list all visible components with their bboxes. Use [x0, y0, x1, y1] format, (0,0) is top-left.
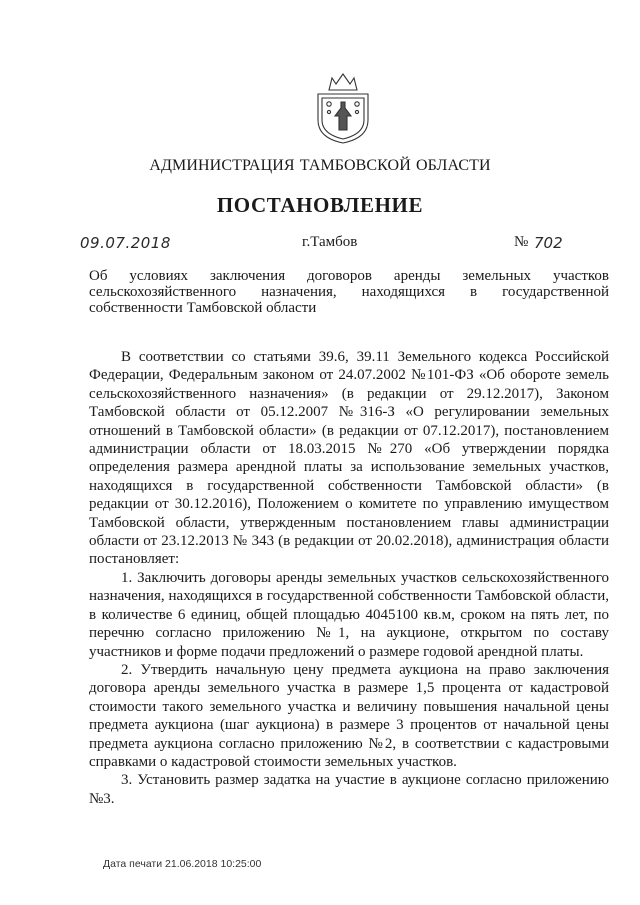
document-number: 702: [534, 234, 563, 252]
document-type-title: ПОСТАНОВЛЕНИЕ: [216, 193, 424, 217]
document-date: 09.07.2018: [80, 234, 171, 252]
print-date-footer: Дата печати 21.06.2018 10:25:00: [103, 858, 262, 870]
coat-of-arms-emblem: [315, 68, 371, 144]
document-body: [89, 348, 609, 808]
clause-1-paragraph: 1. Заключить договоры аренды земельных участков сельскохозяйственного назначения, находящихся в государственной собственности Тамбовской области, в количестве 6 единиц, общей площадью 4045100 кв.м, сроком на пять лет, по перечню согласно приложению №1, на аукционе, открытом по составу участников и форме подачи предложений о размере годовой арендной платы.: [89, 569, 609, 660]
clause-2-paragraph: 2. Утвердить начальную цену предмета аукциона на право заключения договора аренды земельного участка в размере 1,5 процента от кадастровой стоимости такого земельного участка и величину повышения начальной цены предмета аукциона (шаг аукциона) в размере 3 процентов от начальной цены предмета аукциона согласно приложению №2, в соответствии с кадастровыми справками о кадастровой стоимости земельных участков.: [89, 661, 609, 770]
clause-3-paragraph: 3. Установить размер задатка на участие в аукционе согласно приложению №3.: [89, 772, 609, 807]
preamble-paragraph: В соответствии со статьями 39.6, 39.11 Земельного кодекса Российской Федерации, Федеральным законом от 24.07.2002 №101-ФЗ «Об обороте земель сельскохозяйственного назначения» (в редакции от 29.12.2017), Законом Тамбовской области от 05.12.2007 №316-З «О регулировании земельных отношений в Тамбовской области» (в редакции от 07.12.2017), постановлением администрации области от 18.03.2015 №270 «Об утверждении порядка определения размера арендной платы за использование земельных участков, находящихся в государственной собственности Тамбовской области» (в редакции от 30.12.2016), Положением о комитете по управлению имуществом Тамбовской области, утвержденным постановлением главы администрации области от 23.12.2013 № 343 (в редакции от 20.02.2018), администрация области постановляет:: [89, 349, 609, 568]
document-subject: Об условиях заключения договоров аренды земельных участков сельскохозяйственного назначения, находящихся в государственной собственности Тамбовской области: [89, 268, 609, 316]
organization-name: АДМИНИСТРАЦИЯ ТАМБОВСКОЙ ОБЛАСТИ: [149, 157, 491, 174]
document-city: г.Тамбов: [302, 234, 358, 250]
document-number-label: №: [514, 234, 529, 250]
